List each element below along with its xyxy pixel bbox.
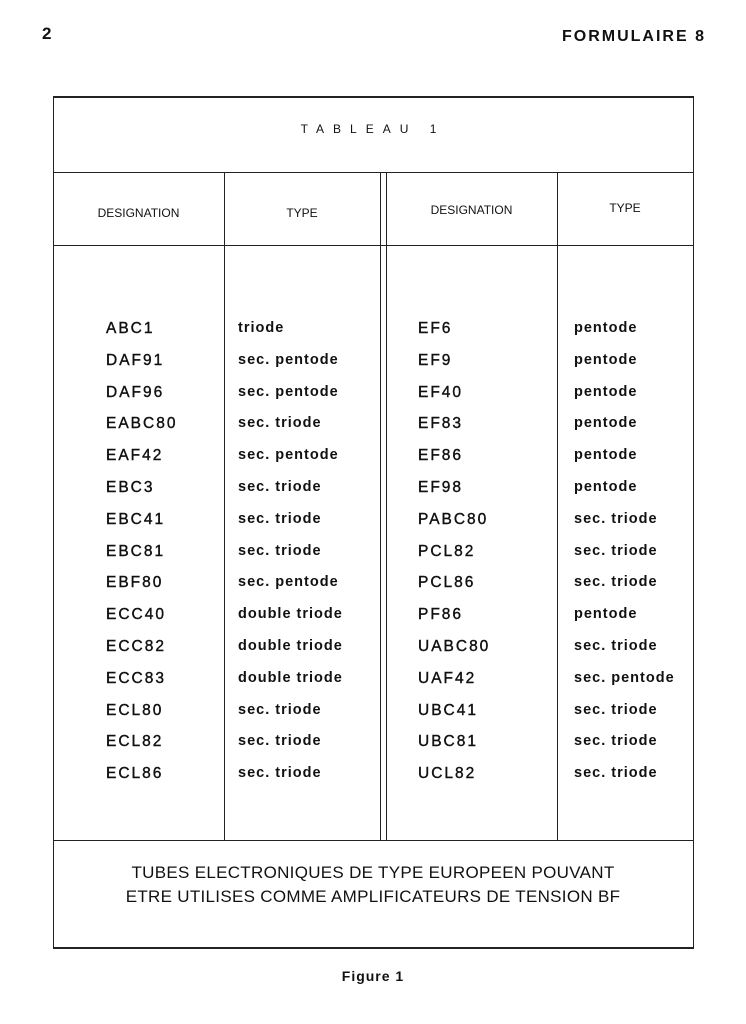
designation-cell: UABC80 — [418, 638, 491, 655]
table-footer — [53, 861, 693, 909]
type-cell: double triode — [238, 669, 343, 686]
designation-cell: EF40 — [418, 383, 464, 401]
table-border-bottom — [53, 947, 694, 949]
table-border-left — [53, 96, 54, 949]
designation-cell: EF98 — [418, 479, 464, 496]
designation-cell: EBC41 — [106, 510, 166, 528]
type-cell: sec. triode — [574, 542, 658, 559]
type-cell: sec. triode — [238, 733, 322, 750]
designation-cell: EABC80 — [106, 415, 178, 433]
designation-cell: EBF80 — [106, 574, 164, 592]
figure-caption: Figure 1 — [341, 968, 405, 984]
type-cell: sec. pentode — [238, 574, 339, 591]
designation-cell: UBC41 — [418, 701, 478, 719]
column-divider — [557, 173, 558, 840]
title-divider — [53, 172, 694, 173]
type-cell: sec. pentode — [238, 351, 339, 368]
footer-line: TUBES ELECTRONIQUES DE TYPE EUROPEEN POUVANT — [131, 863, 615, 882]
type-cell: pentode — [574, 383, 638, 400]
designation-cell: EF86 — [418, 447, 464, 465]
header-divider — [53, 245, 694, 246]
type-cell: sec. pentode — [238, 383, 339, 400]
table-border-right — [693, 96, 694, 949]
type-cell: pentode — [574, 415, 638, 432]
designation-cell: ECC83 — [106, 669, 166, 687]
designation-cell: ECL86 — [106, 765, 164, 783]
column-divider — [380, 173, 381, 840]
type-cell: sec. triode — [238, 701, 322, 718]
designation-cell: UCL82 — [418, 765, 477, 783]
type-cell: sec. triode — [574, 701, 658, 718]
designation-cell: EBC81 — [106, 542, 166, 560]
type-cell: pentode — [574, 606, 638, 623]
designation-cell: EF6 — [418, 320, 453, 337]
designation-cell: PCL82 — [418, 542, 476, 560]
type-cell: sec. pentode — [238, 447, 339, 464]
designation-cell: DAF91 — [106, 351, 165, 369]
type-cell: sec. triode — [238, 415, 322, 432]
type-cell: pentode — [574, 479, 638, 495]
designation-cell: ECC82 — [106, 638, 166, 655]
designation-cell: UBC81 — [418, 733, 478, 751]
type-cell: sec. triode — [238, 510, 322, 527]
footer-divider — [53, 840, 694, 841]
type-cell: double triode — [238, 606, 343, 623]
header-designation: DESIGNATION — [430, 203, 513, 217]
page-number: 2 — [42, 24, 52, 43]
type-cell: triode — [238, 320, 285, 336]
type-cell: sec. triode — [574, 510, 658, 527]
designation-cell: EF83 — [418, 415, 464, 433]
designation-cell: PCL86 — [418, 574, 476, 592]
column-divider — [386, 173, 387, 840]
column-divider — [224, 173, 225, 840]
designation-cell: EBC3 — [106, 479, 155, 496]
designation-cell: DAF96 — [106, 383, 165, 401]
footer-line: ETRE UTILISES COMME AMPLIFICATEURS DE TENSION BF — [125, 887, 621, 906]
type-cell: sec. triode — [238, 542, 322, 559]
type-cell: sec. triode — [574, 638, 658, 654]
type-cell: sec. triode — [238, 479, 322, 495]
designation-cell: ECL82 — [106, 733, 164, 751]
designation-cell: UAF42 — [418, 669, 477, 687]
designation-cell: EF9 — [418, 351, 453, 369]
designation-cell: ECL80 — [106, 701, 164, 719]
type-cell: sec. triode — [238, 765, 322, 782]
designation-cell: ABC1 — [106, 320, 155, 337]
header-title: FORMULAIRE 8 — [562, 28, 706, 45]
header-type: TYPE — [609, 201, 641, 215]
type-cell: sec. triode — [574, 733, 658, 750]
type-cell: sec. triode — [574, 574, 658, 591]
table-title: TABLEAU 1 — [300, 122, 446, 136]
table-border-top — [53, 96, 694, 98]
type-cell: pentode — [574, 351, 638, 368]
header-designation: DESIGNATION — [97, 206, 180, 220]
designation-cell: PF86 — [418, 606, 464, 624]
designation-cell: PABC80 — [418, 510, 489, 528]
type-cell: sec. pentode — [574, 669, 675, 686]
designation-cell: EAF42 — [106, 447, 164, 465]
type-cell: double triode — [238, 638, 343, 654]
header-type: TYPE — [286, 206, 318, 220]
type-cell: pentode — [574, 320, 638, 336]
designation-cell: ECC40 — [106, 606, 166, 624]
type-cell: pentode — [574, 447, 638, 464]
type-cell: sec. triode — [574, 765, 658, 782]
